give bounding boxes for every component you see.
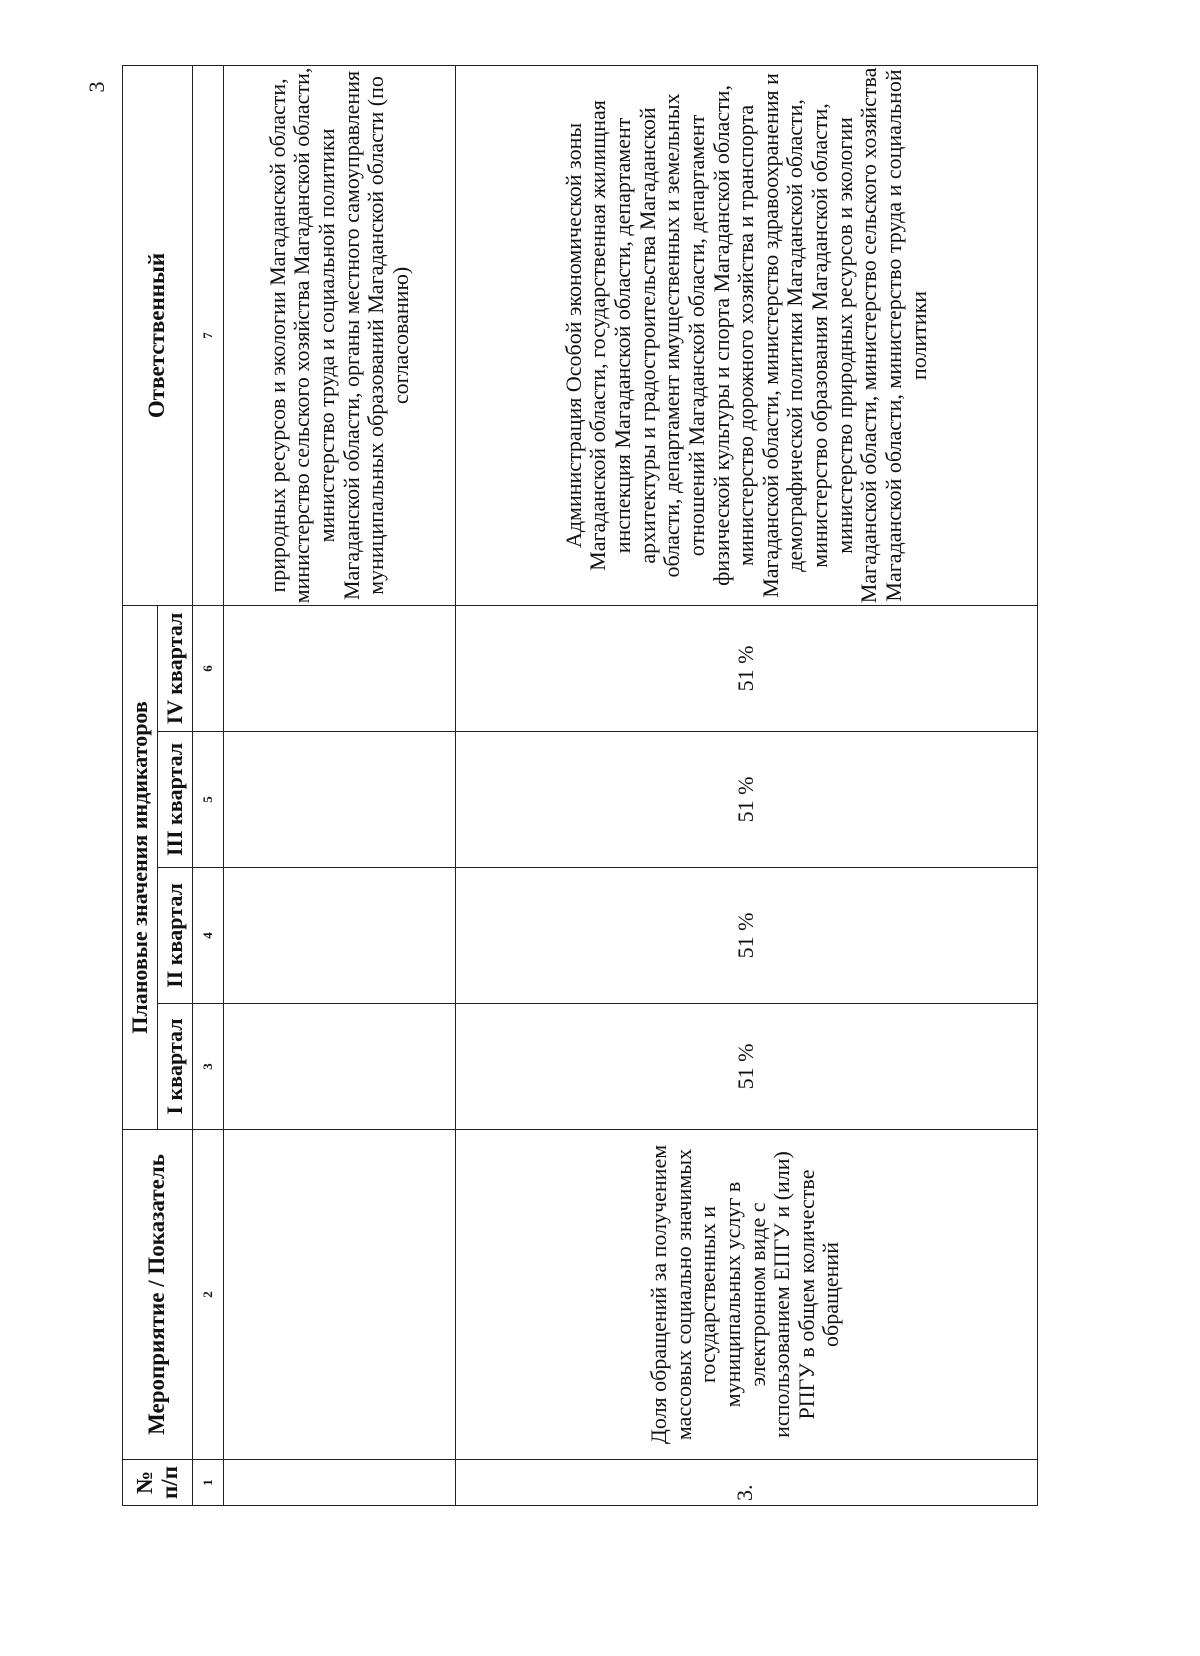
page-number: 3 [84, 81, 109, 93]
column-number: 5 [193, 732, 224, 868]
row-number-cell [456, 1460, 1038, 1506]
header-number-line2: п/п [156, 1466, 182, 1499]
table-row [456, 65, 1038, 1505]
header-number [123, 1460, 193, 1506]
row-q1-value [224, 1004, 456, 1130]
column-number: 6 [193, 605, 224, 731]
header-q2: II квартал [158, 868, 193, 1004]
row-responsible: природных ресурсов и экологии Магаданской области, министерство сельского хозяйства Магаданской области, министерство труда и социальной политики Магаданской области, органы местного самоуправления муниципальных образований Магаданской области (по согласованию) [224, 65, 456, 605]
row-number: 3. [732, 1484, 758, 1501]
header-q1: I квартал [158, 1004, 193, 1130]
row-indicator: Доля обращений за получением массовых социально значимых государственных и муниципальных услуг в электронном виде с использованием ЕПГУ и (или) РПГУ в общем количестве обращений [646, 1144, 844, 1445]
header-q3: III квартал [158, 732, 193, 868]
row-responsible: Администрация Особой экономической зоны Магаданской области, государственная жилищная инспекция Магаданской области, департамент архитектуры и градостроительства Магаданской области, департамент имущественных и земельных отношений Магаданской области, департамент физической культуры и спорта Магаданской области, министерство дорожного хозяйства и транспорта Магаданской области, министерство здравоохранения и демографической политики Магаданской области, министерство образования Магаданской области, министерство природных ресурсов и экологии Магаданской области, министерство сельского хозяйства Магаданской области, министерство труда и социальной политики [456, 65, 1038, 605]
header-row [123, 65, 158, 1505]
row-q2-value [224, 868, 456, 1004]
table-row [224, 65, 456, 1505]
indicator-table [122, 65, 1038, 1506]
header-event: Мероприятие / Показатель [123, 1130, 193, 1460]
column-number: 7 [193, 65, 224, 605]
row-q2-value: 51 % [456, 868, 1038, 1004]
column-number: 2 [193, 1130, 224, 1460]
row-q3-value [224, 732, 456, 868]
row-q4-value: 51 % [456, 605, 1038, 731]
header-responsible: Ответственный [123, 65, 193, 605]
row-number [224, 1460, 456, 1506]
column-number: 4 [193, 868, 224, 1004]
column-number: 3 [193, 1004, 224, 1130]
header-q4: IV квартал [158, 605, 193, 731]
row-q3-value: 51 % [456, 732, 1038, 868]
row-indicator-cell [456, 1130, 1038, 1460]
header-number-line1: № [132, 1470, 158, 1495]
row-indicator [224, 1130, 456, 1460]
header-planned-values: Плановые значения индикаторов [123, 605, 158, 1129]
row-q1-value: 51 % [456, 1004, 1038, 1130]
column-number: 1 [193, 1460, 224, 1506]
row-q4-value [224, 605, 456, 731]
column-number-row [193, 65, 224, 1505]
rotated-table-wrapper [122, 66, 1032, 1506]
